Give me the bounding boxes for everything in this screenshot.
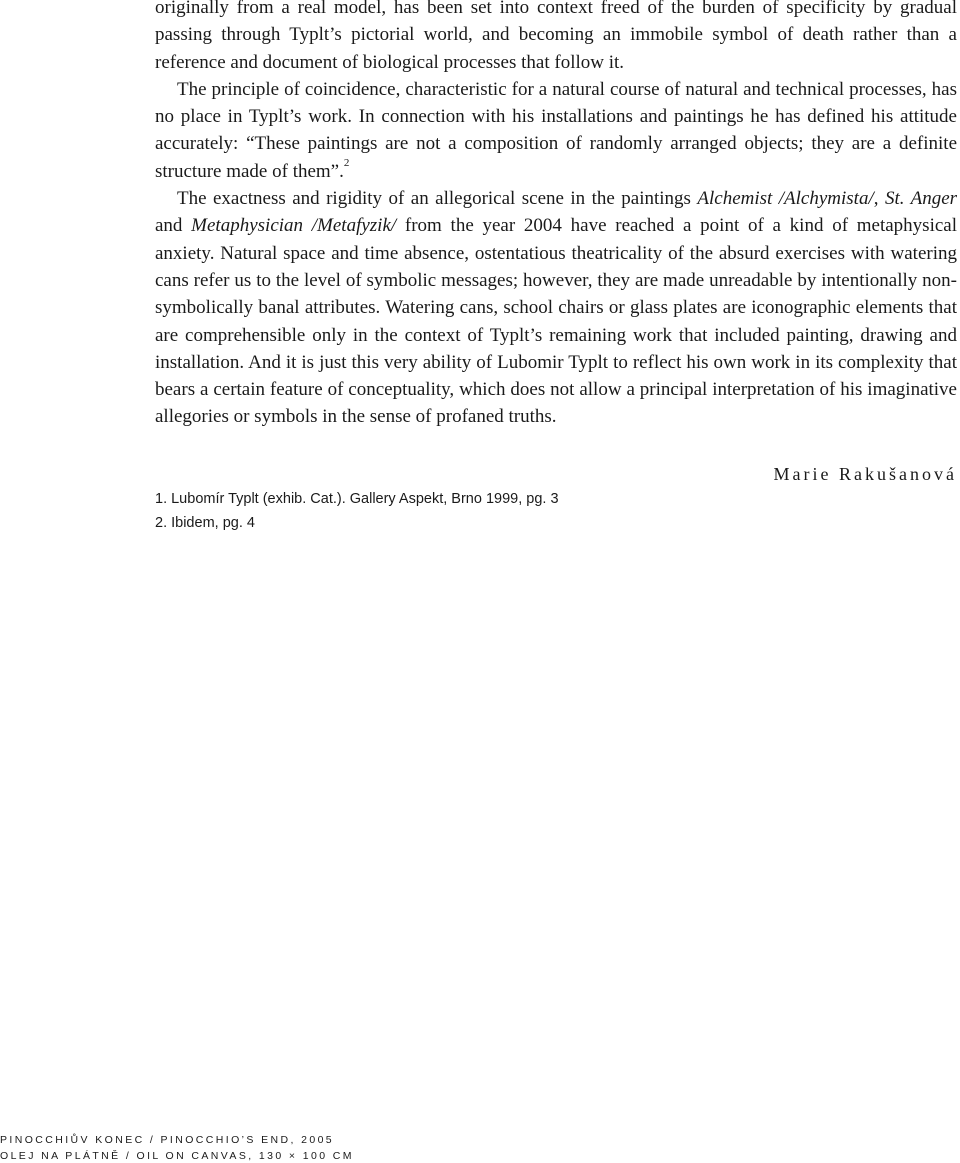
footnote-2: 2. Ibidem, pg. 4 xyxy=(155,515,255,531)
paragraph-coincidence xyxy=(155,76,957,185)
paragraph-text: The principle of coincidence, characteristic for a natural course of natural and technical processes, has no place in Typlt’s work. In connection with his installations and paintings he has defined his attitude accurately: “These paintings are not a composition of randomly arranged objects; they are a definite structure made of them”. xyxy=(155,78,957,182)
footnote-reference: 2 xyxy=(343,157,350,170)
artwork-title-st-anger: St. Anger xyxy=(884,188,958,210)
article-body xyxy=(155,0,957,431)
paragraph-text: originally from a real model, has been set into context freed of the burden of specificity by gradual passing through Typlt’s pictorial world, and becoming an immobile symbol of death rather than a reference and document of biological processes that follow it. xyxy=(155,0,957,73)
footnotes xyxy=(155,487,559,535)
footnote-1: 1. Lubomír Typlt (exhib. Cat.). Gallery Aspekt, Brno 1999, pg. 3 xyxy=(155,491,559,507)
paragraph-text-intro: The exactness and rigidity of an allegorical scene in the paintings xyxy=(177,188,698,210)
separator-text: and xyxy=(155,215,192,237)
paragraph-text-rest: from the year 2004 have reached a point of a kind of metaphysical anxiety. Natural space and time absence, ostentatious theatricality of the absurd exercises with watering cans refer us to the level of symbolic messages; however, they are made unreadable by intentionally non-symbolically banal attributes. Watering cans, school chairs or glass plates are iconographic elements that are comprehensible only in the context of Typlt’s remaining work that included painting, drawing and installation. And it is just this very ability of Lubomir Typlt to reflect his own work in its complexity that bears a certain feature of conceptuality, which does not allow a principal interpretation of his imaginative allegories or symbols in the sense of profaned truths. xyxy=(155,215,957,428)
image-caption-title: PINOCCHIŮV KONEC / PINOCCHIO’S END, 2005 xyxy=(0,1134,335,1146)
image-caption-medium: OLEJ NA PLÁTNĚ / OIL ON CANVAS, 130 × 100 CM xyxy=(0,1150,354,1162)
paragraph-allegory xyxy=(155,185,957,431)
artwork-title-alchemist: Alchemist /Alchymista/ xyxy=(697,188,874,210)
paragraph-continuation xyxy=(155,0,957,76)
separator-text: , xyxy=(873,188,885,210)
artwork-title-metaphysician: Metaphysician /Metafyzik/ xyxy=(191,215,397,237)
author-signature: Marie Rakušanová xyxy=(773,464,957,484)
